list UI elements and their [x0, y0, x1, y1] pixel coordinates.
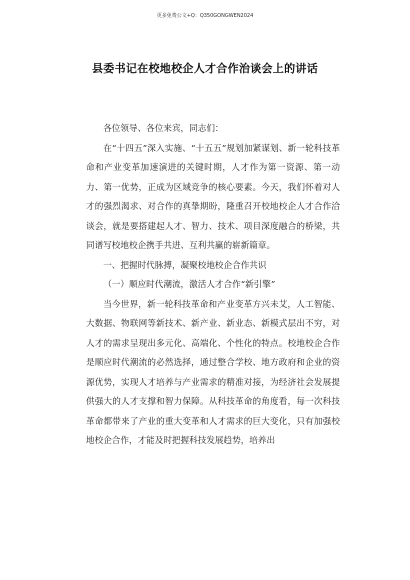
section-heading: 一、把握时代脉搏，凝聚校地校企合作共识: [103, 260, 267, 271]
header-note: 更多免费公文+Q：Q350GONGWEN2024: [156, 13, 254, 19]
document-title: 县委书记在校地校企人才合作治谈会上的讲话: [92, 62, 318, 75]
paragraph: 在“十四五”深入实施、“十五五”规划加紧谋划、新一轮科技革命和产业变革加速演进的关键时期，人才作为第一资源、第一动力、第一优势，正成为区域竞争的核心要素。今天，我们怀着对人才的强烈渴求、对合作的真挚期盼，隆重召开校地校企人才合作洽谈会，就是要搭建起人才、智力、技术、项目深度融合的桥梁，共同谱写校地校企携手共进、互利共赢的崭新篇章。: [86, 143, 340, 251]
document-body: [86, 120, 340, 452]
paragraph: 当今世界，新一轮科技革命和产业变革方兴未艾，人工智能、大数据、物联网等新技术、新产业、新业态、新模式层出不穷，对人才的需求呈现出多元化、高端化、个性化的特点。校地校企合作是顺应时代潮流的必然选择，通过整合学校、地方政府和企业的资源优势，实现人才培养与产业需求的精准对接，为经济社会发展提供强大的人才支撑和智力保障。从科技革命的角度看，每一次科技革命都带来了产业的重大变革和人才需求的巨大变化，只有加强校地校企合作，才能及时把握科技发展趋势，培养出: [86, 299, 340, 446]
subsection-heading: （一）顺应时代潮流，激活人才合作“新引擎”: [103, 280, 276, 290]
salutation: 各位领导、各位来宾，同志们：: [103, 124, 224, 134]
